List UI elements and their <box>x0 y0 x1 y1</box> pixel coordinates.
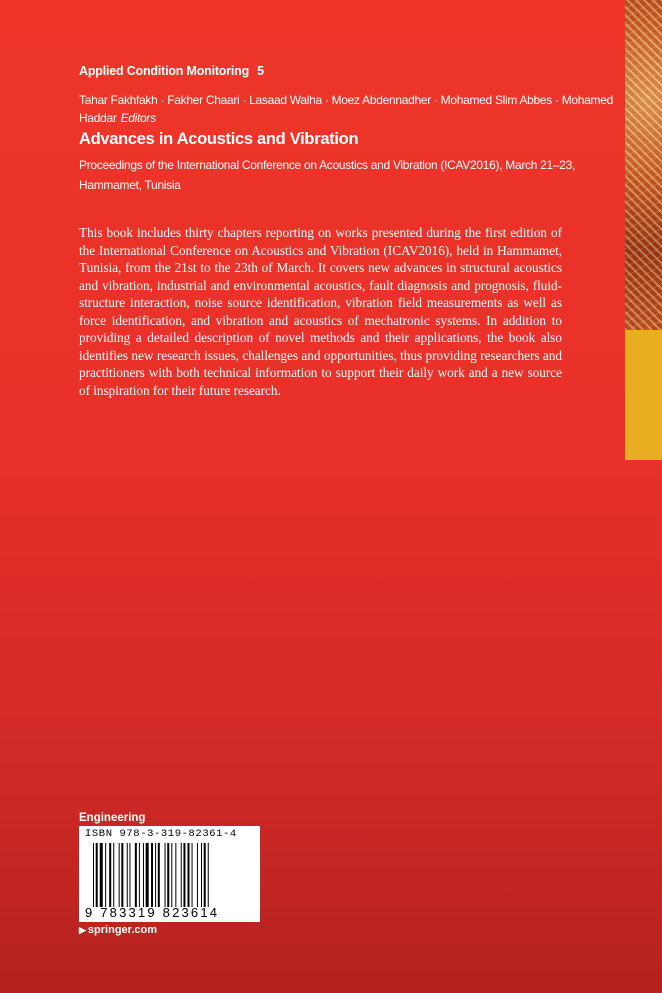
barcode-bar <box>204 843 206 907</box>
barcode-bar <box>109 843 111 907</box>
barcode-bar <box>119 843 120 907</box>
barcode-digits: 9 783319 823614 <box>85 905 220 920</box>
barcode-bar <box>143 843 144 907</box>
barcode-bar <box>167 843 169 907</box>
barcode-bar <box>158 843 160 907</box>
barcode-bar <box>208 843 209 907</box>
barcode-bar <box>146 843 149 907</box>
barcode-bar <box>197 843 198 907</box>
accent-strip <box>625 330 662 460</box>
book-description: This book includes thirty chapters reporting on works presented during the first edition of the International Conference on Acoustics and Vibration (ICAV2016), held in Hammamet, Tunisia, from the 21st to the 23th of March. It covers new advances in structural acoustics and vibration, industrial and environmental acoustics, fault diagnosis and prognosis, fluid- structure interaction, noise source identification, vibration field measurements as well as force identification, and vibration and acoustics of mechatronic systems. In addition to providing a detailed description of novel methods and their applications, the book also identifies new research issues, challenges and opportunities, thus providing researchers and practitioners with both technical information to support their daily work and a new source of inspiration for their future research. <box>79 225 562 398</box>
isbn-barcode <box>79 826 260 922</box>
book-subtitle: Proceedings of the International Conference on Acoustics and Vibration (ICAV2016), March 21–23, Hammamet, Tunisia <box>79 158 576 192</box>
publisher-link[interactable] <box>79 924 157 936</box>
barcode-bar <box>165 843 166 907</box>
series-line <box>79 64 264 78</box>
publisher-url: springer.com <box>87 924 157 936</box>
barcode-bar <box>135 843 137 907</box>
series-name: Applied Condition Monitoring <box>79 64 250 78</box>
editor-names: Tahar Fakhfakh · Fakher Chaari · Lasaad Walha · Moez Abdennadher · Mohamed Slim Abbes · Mohamed Haddar <box>79 93 614 125</box>
barcode-bar <box>175 843 176 907</box>
barcode-bar <box>93 843 94 907</box>
book-title: Advances in Acoustics and Vibration <box>79 130 359 148</box>
barcode-bar <box>105 843 106 907</box>
barcode-bar <box>139 843 140 907</box>
barcode-bar <box>181 843 182 907</box>
barcode-bar <box>201 843 202 907</box>
cover-artwork-strip <box>625 0 662 330</box>
editors-line <box>79 91 619 127</box>
barcode-bar <box>171 843 172 907</box>
subject-category: Engineering <box>79 812 146 824</box>
series-volume: 5 <box>257 64 264 78</box>
barcode-bar <box>151 843 153 907</box>
barcode-bar <box>121 843 123 907</box>
barcode-bar <box>127 843 128 907</box>
isbn-label: ISBN 978-3-319-82361-4 <box>85 828 237 840</box>
barcode-bar <box>129 843 130 907</box>
barcode-bar <box>96 843 98 907</box>
barcode-bar <box>188 843 190 907</box>
barcode-bar <box>113 843 114 907</box>
barcode-bar <box>192 843 193 907</box>
barcode-bar <box>183 843 185 907</box>
barcode-bar <box>155 843 156 907</box>
editors-role: Editors <box>120 111 156 125</box>
barcode-bar <box>100 843 103 907</box>
barcode-bars <box>93 843 253 907</box>
arrow-right-icon: ▶ <box>79 925 86 935</box>
